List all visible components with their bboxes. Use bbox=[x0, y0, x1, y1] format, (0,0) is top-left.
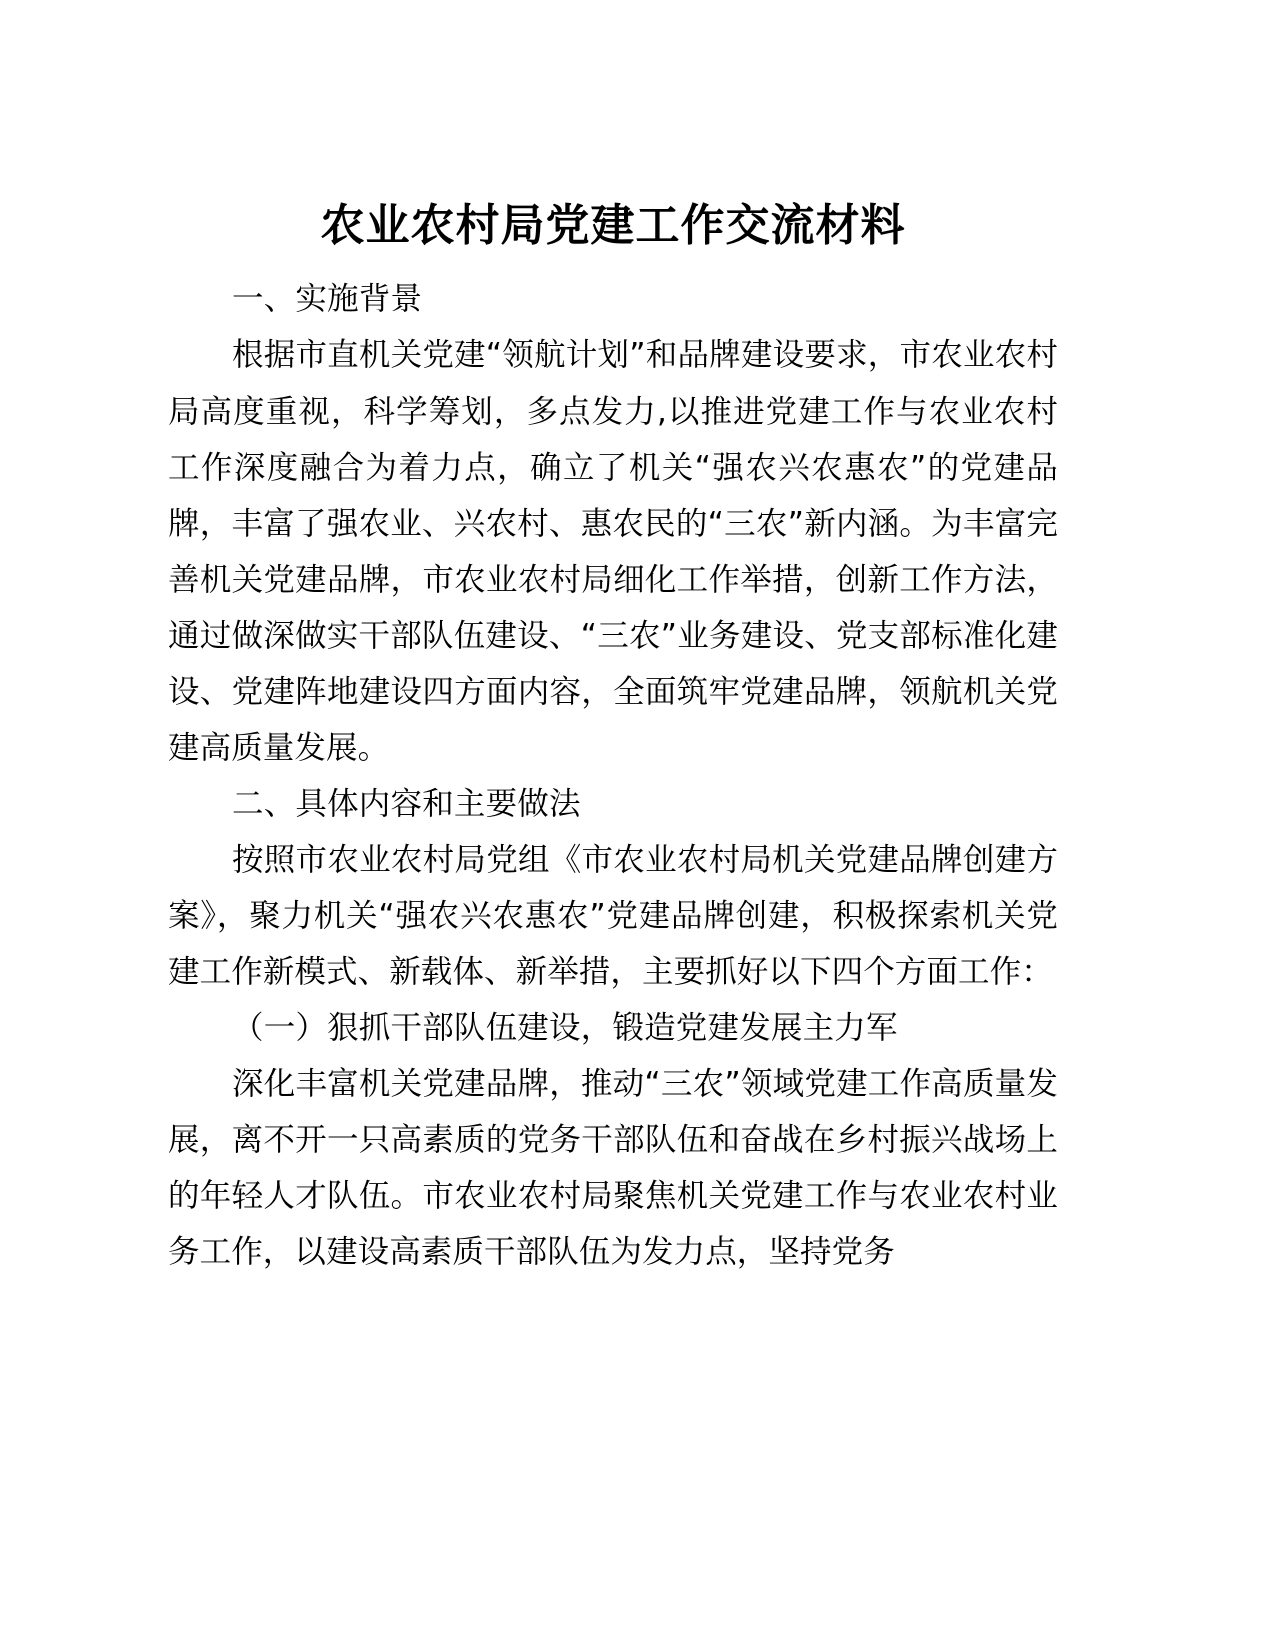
subsection-heading-one: （一）狠抓干部队伍建设，锻造党建发展主力军 bbox=[232, 1010, 898, 1047]
page-title: 农业农村局党建工作交流材料 bbox=[320, 200, 906, 251]
paragraph-background: 根据市直机关党建“领航计划”和品牌建设要求，市农业农村局高度重视，科学筹划，多点发力,以推进党建工作与农业农村工作深度融合为着力点，确立了机关“强农兴农惠农”的党建品牌，丰富了强农业、兴农村、惠农民的“三农”新内涵。为丰富完善机关党建品牌，市农业农村局细化工作举措，创新工作方法，通过做深做实干部队伍建设、“三农”业务建设、党支部标准化建设、党建阵地建设四方面内容，全面筑牢党建品牌，领航机关党建高质量发展。 bbox=[168, 337, 1058, 766]
section-heading-two: 二、具体内容和主要做法 bbox=[232, 785, 581, 822]
section-heading-one: 一、实施背景 bbox=[232, 281, 423, 318]
paragraph-approach: 按照市农业农村局党组《市农业农村局机关党建品牌创建方案》，聚力机关“强农兴农惠农”党建品牌创建，积极探索机关党建工作新模式、新载体、新举措，主要抓好以下四个方面工作： bbox=[168, 842, 1058, 991]
document-body bbox=[168, 196, 1058, 1281]
paragraph-cadre-team: 深化丰富机关党建品牌，推动“三农”领域党建工作高质量发展，离不开一只高素质的党务干部队伍和奋战在乡村振兴战场上的年轻人才队伍。市农业农村局聚焦机关党建工作与农业农村业务工作，以建设高素质干部队伍为发力点，坚持党务 bbox=[168, 1066, 1058, 1271]
